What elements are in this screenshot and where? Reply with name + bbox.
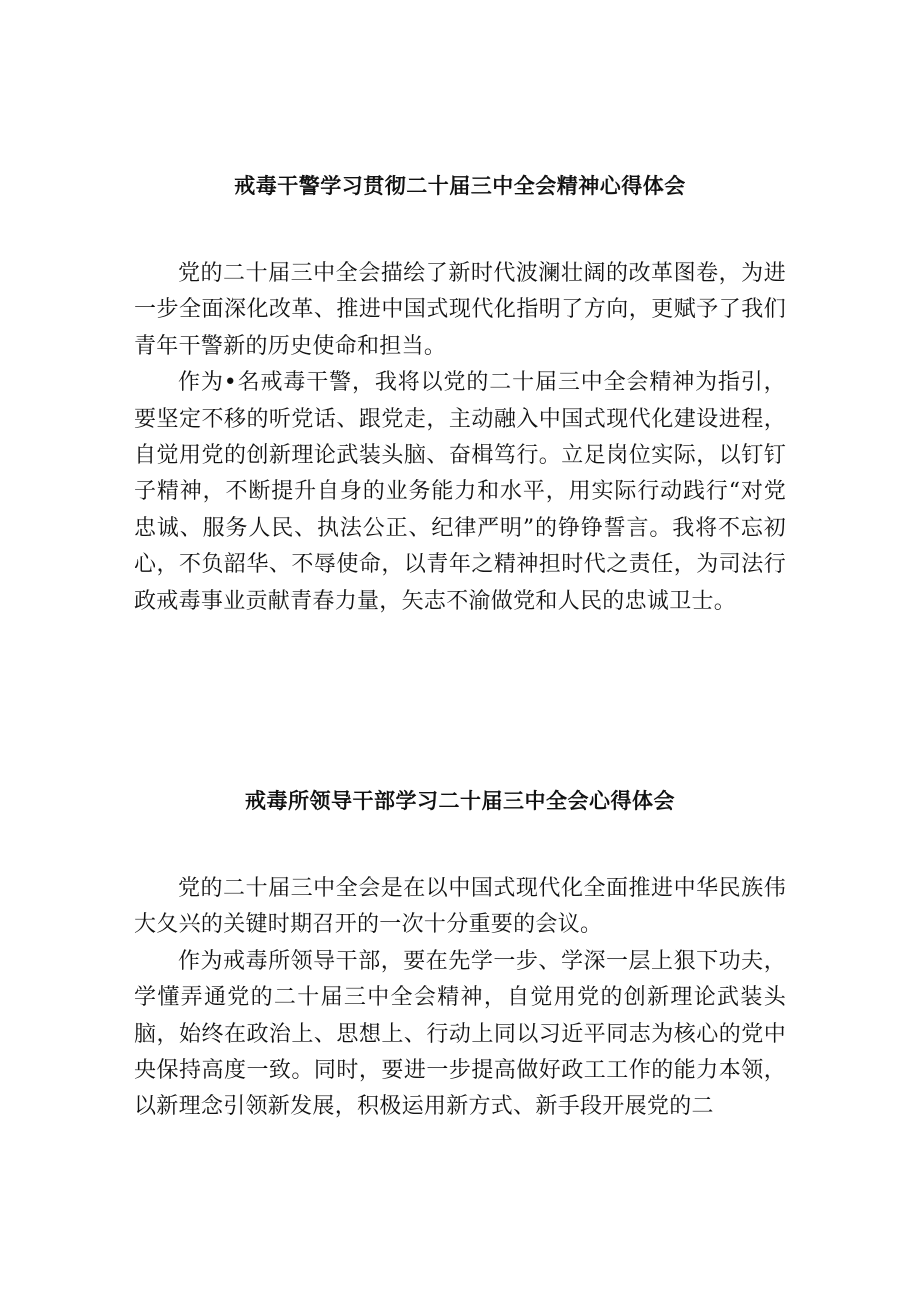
body-paragraph: 作为戒毒所领导干部，要在先学一步、学深一层上狠下功夫，学懂弄通党的二十届三中全会精神，自觉用党的创新理论武装头脑，始终在政治上、思想上、行动上同以习近平同志为核心的党中央保持高度一致。同时，要进一步提高做好政工工作的能力本领，以新理念引领新发展，积极运用新方式、新手段开展党的二 bbox=[134, 948, 786, 1120]
body-paragraph: 党的二十届三中全会是在以中国式现代化全面推进中华民族伟大夂兴的关键时期召开的一次十分重要的会议。 bbox=[134, 876, 786, 938]
body-paragraph: 党的二十届三中全会描绘了新时代波澜壮阔的改革图卷，为进一步全面深化改革、推进中国式现代化指明了方向，更赋予了我们青年干警新的历史使命和担当。 bbox=[134, 261, 786, 359]
section-title: 戒毒干警学习贯彻二十届三中全会精神心得体会 bbox=[234, 174, 686, 198]
section-body bbox=[134, 256, 786, 620]
body-paragraph: 作为•名戒毒干警，我将以党的二十届三中全会精神为指引，要坚定不移的听党话、跟党走，主动融入中国式现代化建设进程，自觉用党的创新理论武装头脑、奋楫笃行。立足岗位实际，以钉钉子精神，不断提升自身的业务能力和水平，用实际行动践行“对党忠诚、服务人民、执法公正、纪律严明”的铮铮誓言。我将不忘初心，不负韶华、不辱使命，以青年之精神担时代之责任，为司法行政戒毒事业贡献青春力量，矢志不渝做党和人民的忠诚卫士。 bbox=[134, 370, 786, 614]
section-title: 戒毒所领导干部学习二十届三中全会心得体会 bbox=[245, 789, 675, 813]
section-body bbox=[134, 871, 786, 1126]
